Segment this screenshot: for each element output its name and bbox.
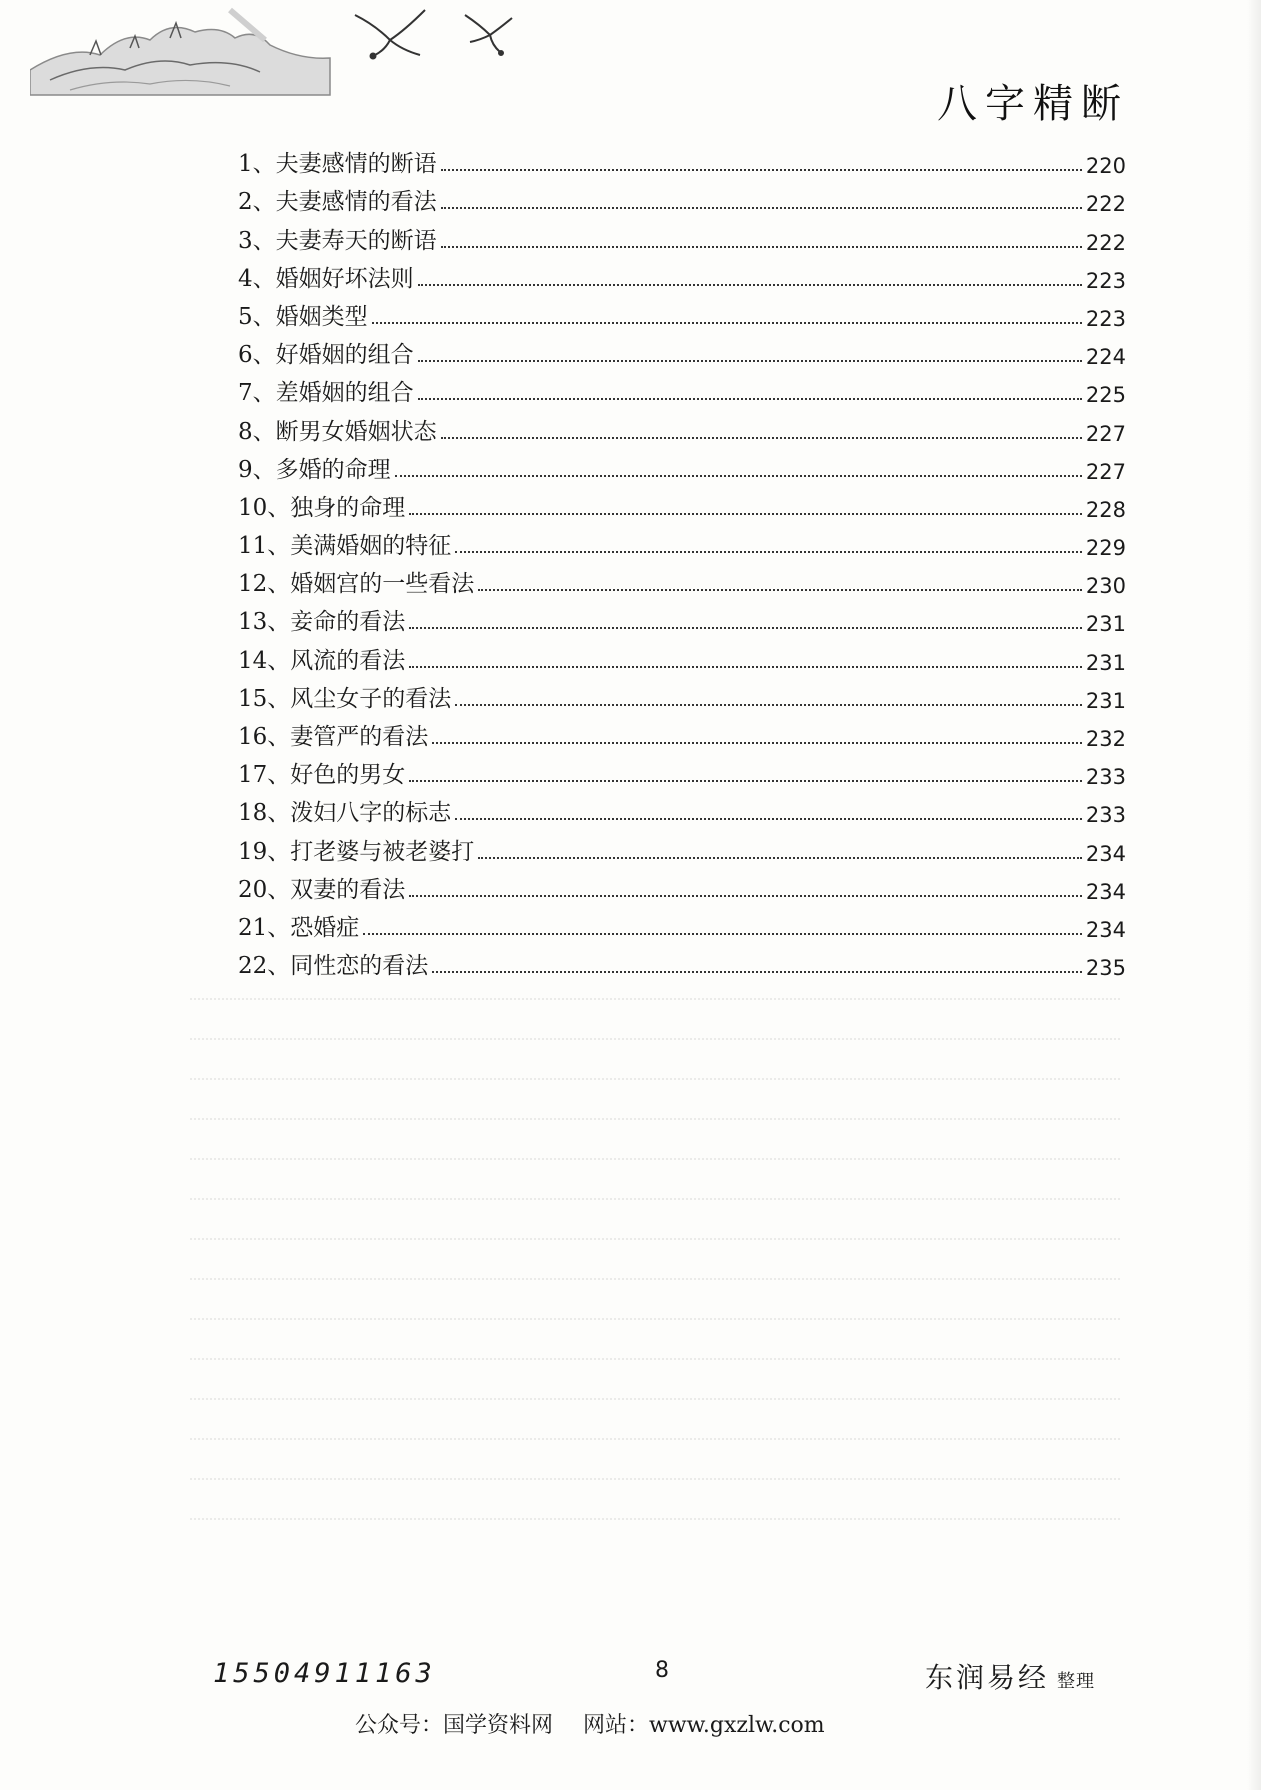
toc-entry [238, 369, 1126, 407]
toc-entry-page: 234 [1085, 917, 1126, 942]
crane-icon [355, 10, 425, 59]
toc-entry [238, 407, 1126, 445]
toc-entry-page: 234 [1085, 879, 1126, 904]
toc-entry-title: 7、差婚姻的组合 [238, 380, 414, 407]
toc-dot-leader [372, 322, 1082, 324]
toc-entry-title: 16、妻管严的看法 [238, 724, 429, 750]
footer-source [355, 1708, 825, 1739]
toc-entry-page: 235 [1085, 956, 1126, 981]
bleed-through-lines [190, 960, 1120, 1560]
toc-dot-leader [395, 475, 1082, 477]
toc-entry-title: 18、泼妇八字的标志 [238, 800, 452, 827]
publisher-suffix: 整理 [1057, 1671, 1096, 1692]
toc-entry-title: 17、好色的男女 [238, 762, 406, 789]
toc-dot-leader [418, 398, 1082, 400]
toc-entry-page: 231 [1085, 688, 1126, 713]
toc-entry [238, 751, 1126, 789]
toc-entry-title: 2、夫妻感情的看法 [238, 189, 437, 216]
wechat-account: 公众号：国学资料网 [355, 1713, 554, 1738]
toc-entry-title: 5、婚姻类型 [238, 303, 368, 330]
toc-entry-page: 222 [1085, 192, 1126, 217]
toc-entry-title: 8、断男女婚姻状态 [238, 418, 437, 445]
toc-entry-title: 13、妾命的看法 [238, 609, 406, 636]
toc-entry-title: 12、婚姻宫的一些看法 [238, 571, 475, 598]
footer-publisher [925, 1656, 1095, 1696]
toc-entry-page: 233 [1085, 803, 1126, 828]
toc-entry-title: 9、多婚的命理 [238, 456, 391, 483]
toc-entry-page: 230 [1085, 574, 1126, 599]
toc-dot-leader [455, 551, 1082, 553]
toc-entry-page: 228 [1085, 497, 1126, 522]
toc-entry [238, 331, 1126, 369]
page-number: 8 [655, 1658, 669, 1683]
toc-entry-title: 14、风流的看法 [238, 647, 406, 674]
book-title: 八字精断 [937, 81, 1129, 127]
toc-dot-leader [409, 627, 1082, 629]
toc-dot-leader [409, 895, 1082, 897]
toc-dot-leader [441, 246, 1082, 248]
toc-entry-page: 223 [1085, 306, 1126, 331]
toc-dot-leader [455, 704, 1082, 706]
toc-entry [238, 255, 1126, 293]
toc-entry [238, 522, 1126, 560]
toc-dot-leader [409, 513, 1082, 515]
toc-entry-page: 231 [1085, 650, 1126, 675]
toc-entry-title: 3、夫妻寿天的断语 [238, 227, 437, 254]
footer-phone: 15504911163 [213, 1658, 436, 1689]
toc-entry-page: 233 [1085, 765, 1126, 790]
toc-dot-leader [441, 207, 1082, 209]
toc-entry-page: 222 [1085, 230, 1126, 255]
toc-dot-leader [478, 589, 1082, 591]
toc-entry [238, 713, 1126, 751]
toc-entry-page: 225 [1085, 383, 1126, 408]
toc-dot-leader [478, 857, 1082, 859]
toc-entry-title: 21、恐婚症 [238, 914, 360, 941]
toc-entry [238, 484, 1126, 522]
toc-entry-title: 10、独身的命理 [238, 494, 406, 521]
mountain-crane-illustration [30, 0, 550, 120]
toc-dot-leader [363, 933, 1082, 935]
toc-entry-page: 229 [1085, 536, 1126, 561]
toc-entry [238, 827, 1126, 865]
toc-entry [238, 904, 1126, 942]
toc-dot-leader [418, 360, 1082, 362]
toc-entry-page: 227 [1085, 459, 1126, 484]
toc-entry-title: 22、同性恋的看法 [238, 953, 429, 980]
toc-entry-page: 220 [1085, 154, 1126, 179]
toc-entry [238, 293, 1126, 331]
toc-entry-page: 223 [1085, 268, 1126, 293]
toc-entry-page: 232 [1085, 727, 1126, 751]
toc-dot-leader [441, 437, 1082, 439]
toc-entry [238, 866, 1126, 904]
toc-entry-title: 4、婚姻好坏法则 [238, 265, 414, 292]
toc-entry-title: 20、双妻的看法 [238, 876, 406, 903]
toc-entry-page: 224 [1085, 345, 1126, 370]
website-url: 网站：www.gxzlw.com [583, 1713, 825, 1738]
scan-shadow [1247, 0, 1261, 1790]
toc-entry [238, 636, 1126, 674]
toc-dot-leader [409, 780, 1082, 782]
table-of-contents [238, 140, 1126, 980]
toc-entry-title: 11、美满婚姻的特征 [238, 533, 452, 560]
toc-dot-leader [409, 666, 1082, 668]
toc-entry [238, 140, 1126, 178]
toc-entry-page: 234 [1085, 841, 1126, 866]
toc-entry [238, 216, 1126, 254]
toc-dot-leader [455, 818, 1082, 820]
toc-dot-leader [432, 742, 1082, 744]
crane-icon [465, 15, 512, 55]
toc-entry [238, 446, 1126, 484]
toc-entry [238, 598, 1126, 636]
toc-entry-page: 227 [1085, 421, 1126, 446]
toc-entry-title: 1、夫妻感情的断语 [238, 151, 437, 178]
publisher-name: 东润易经 [925, 1661, 1050, 1694]
toc-entry-page: 231 [1085, 612, 1126, 637]
toc-entry [238, 789, 1126, 827]
toc-dot-leader [418, 284, 1082, 286]
toc-entry [238, 675, 1126, 713]
toc-entry-title: 15、风尘女子的看法 [238, 685, 452, 712]
toc-entry-title: 19、打老婆与被老婆打 [238, 838, 475, 865]
toc-entry [238, 178, 1126, 216]
toc-dot-leader [441, 169, 1082, 171]
toc-entry [238, 560, 1126, 598]
toc-entry-title: 6、好婚姻的组合 [238, 342, 414, 369]
